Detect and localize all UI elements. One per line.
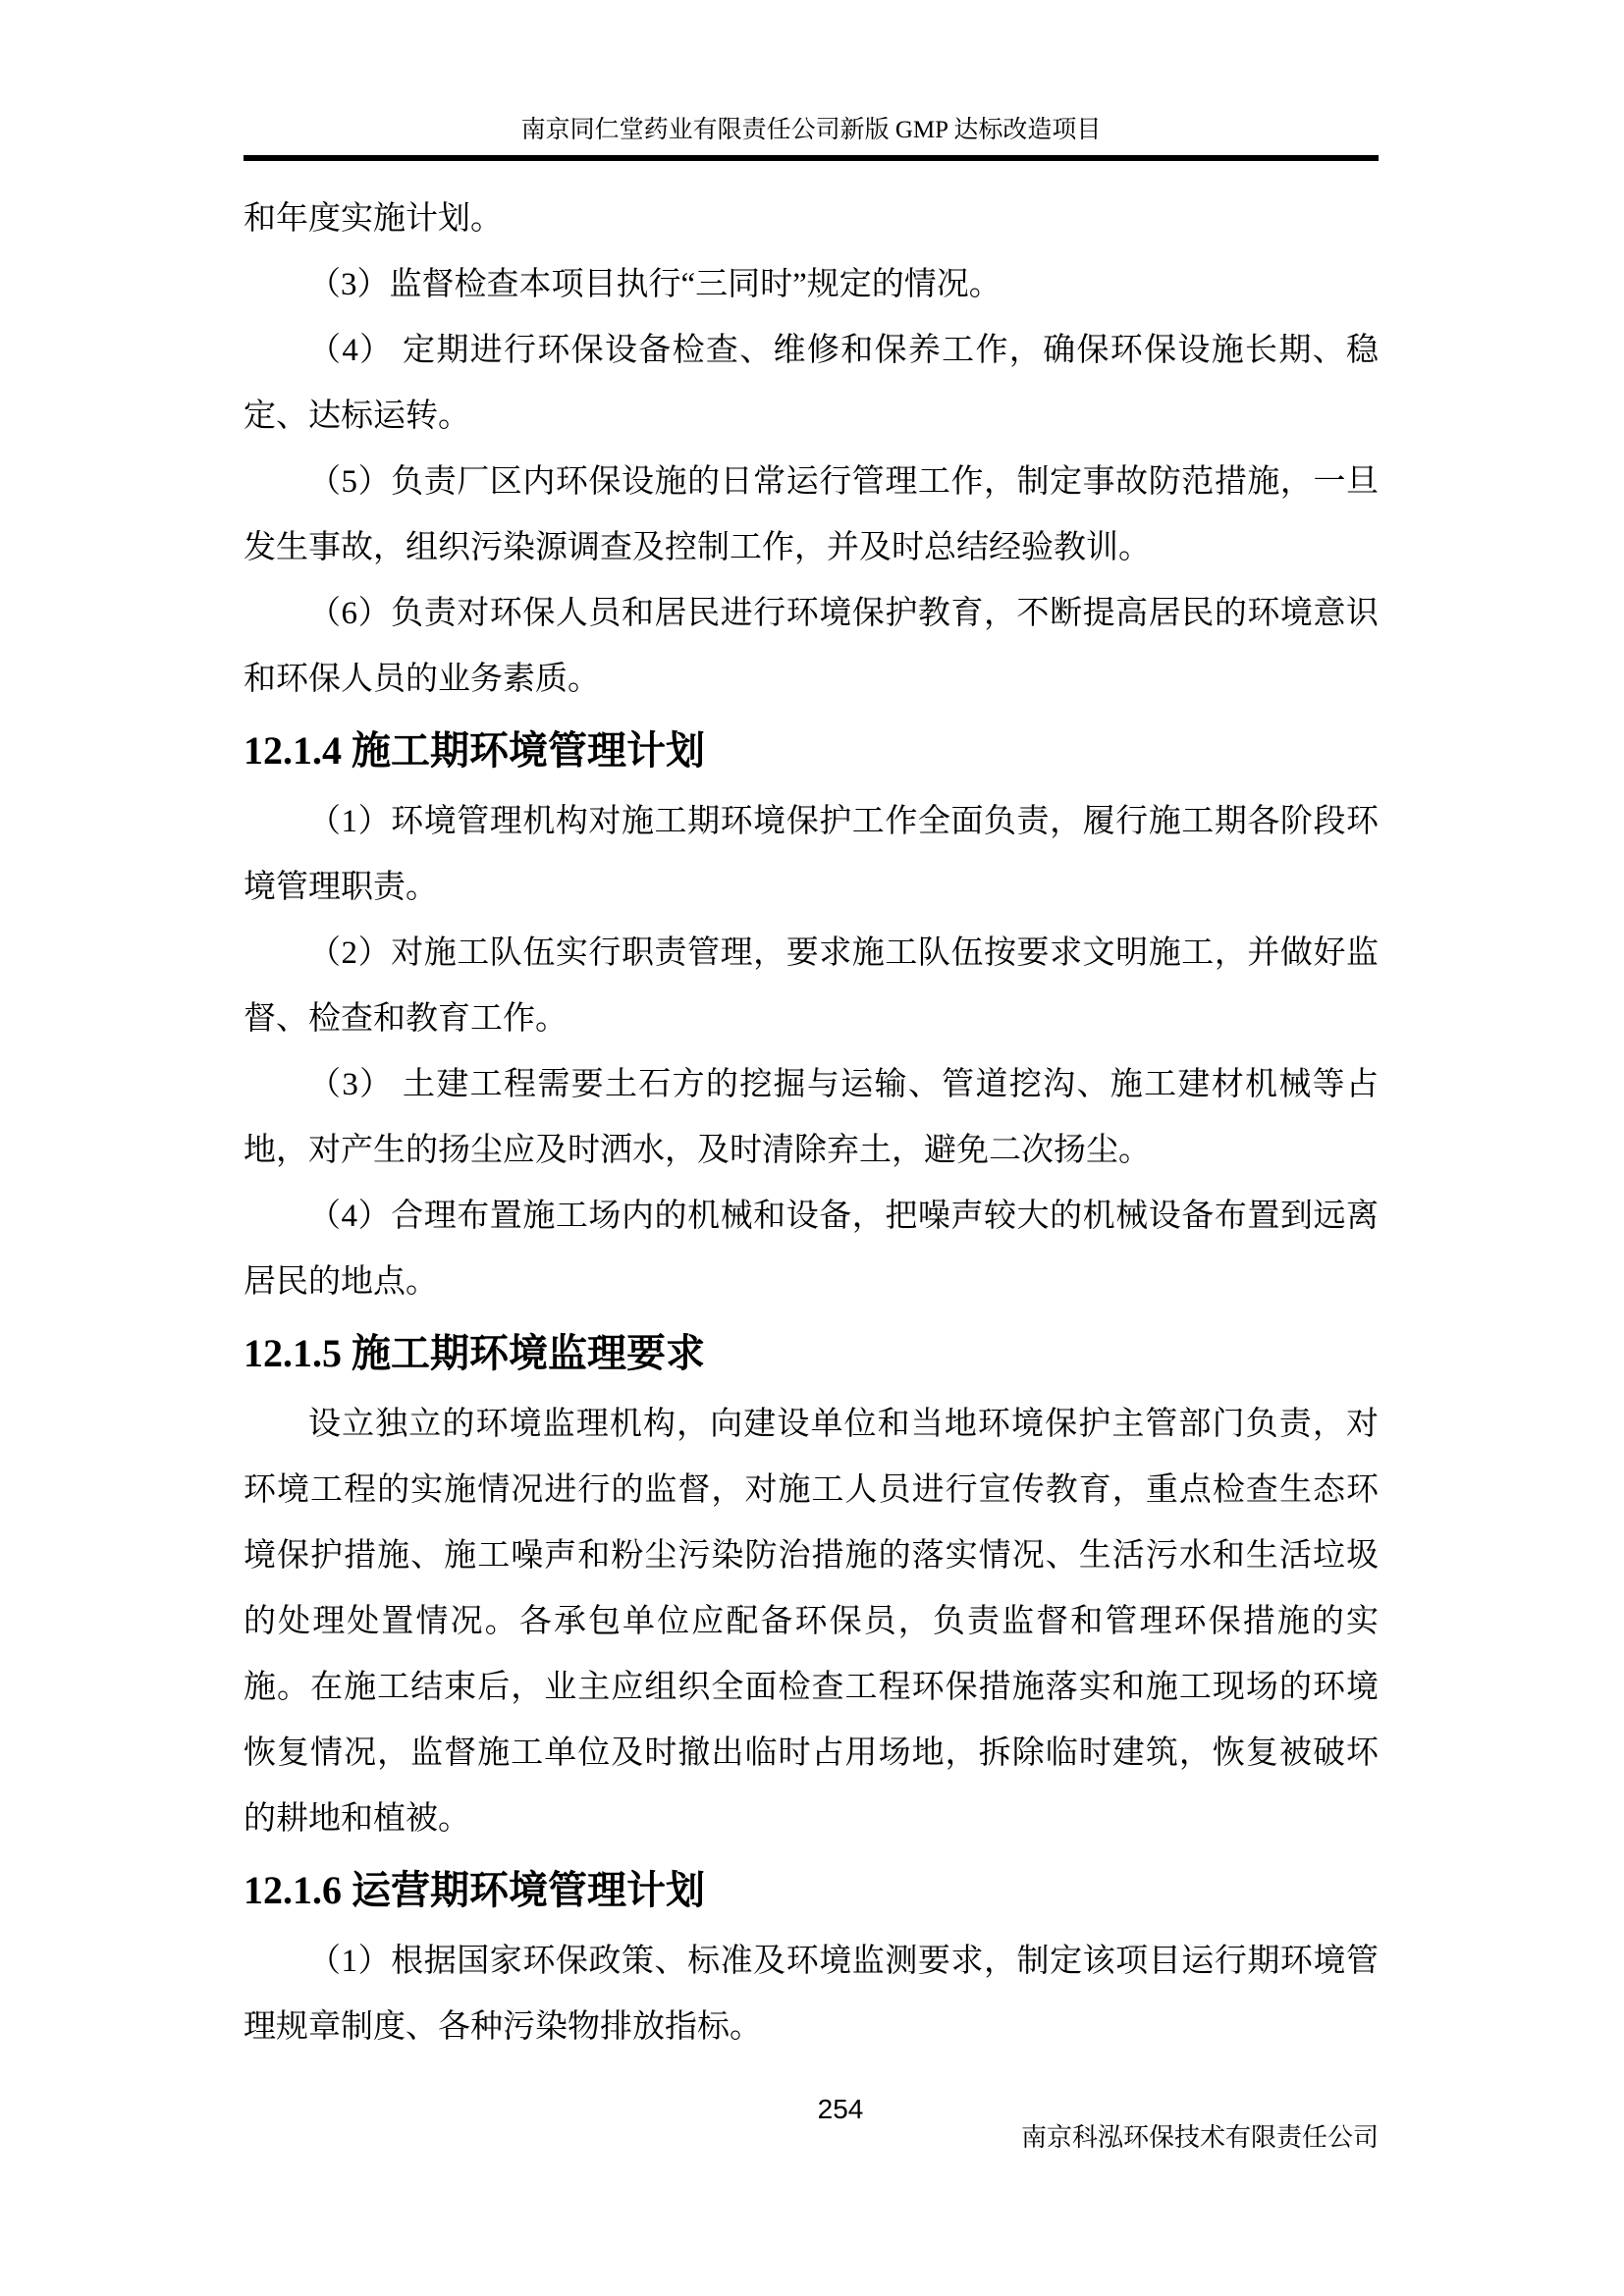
- text-line: 定、达标运转。: [244, 399, 470, 434]
- header-title: 南京同仁堂药业有限责任公司新版 GMP 达标改造项目: [520, 117, 1102, 143]
- text-line: 和环保人员的业务素质。: [244, 662, 600, 697]
- text-line: 理规章制度、各种污染物排放指标。: [244, 2009, 762, 2045]
- text-line: （5）负责厂区内环保设施的日常运行管理工作，制定事故防范措施，一旦: [308, 464, 1379, 500]
- text-line: （3）监督检查本项目执行“三同时”规定的情况。: [308, 267, 1001, 302]
- section-heading: 12.1.5 施工期环境监理要求: [244, 1331, 705, 1375]
- text-line: （4） 定期进行环保设备检查、维修和保养工作，确保环保设施长期、稳: [308, 333, 1379, 368]
- document-body: [244, 187, 1379, 2060]
- text-line: （3） 土建工程需要土石方的挖掘与运输、管道挖沟、施工建材机械等占: [308, 1067, 1379, 1102]
- text-line: 恢复情况，监督施工单位及时撤出临时占用场地，拆除临时建筑，恢复被破坏: [244, 1735, 1379, 1771]
- page-header: [244, 114, 1379, 161]
- text-line: 境管理职责。: [244, 870, 438, 905]
- text-line: 地，对产生的扬尘应及时洒水，及时清除弃土，避免二次扬尘。: [244, 1133, 1151, 1168]
- text-line: 施。在施工结束后，业主应组织全面检查工程环保措施落实和施工现场的环境: [244, 1670, 1379, 1705]
- text-line: （1）根据国家环保政策、标准及环境监测要求，制定该项目运行期环境管: [308, 1944, 1379, 1979]
- text-line: （1）环境管理机构对施工期环境保护工作全面负责，履行施工期各阶段环: [308, 804, 1379, 839]
- footer-company: 南京科泓环保技术有限责任公司: [1020, 2123, 1379, 2152]
- text-line: （4）合理布置施工场内的机械和设备，把噪声较大的机械设备布置到远离: [308, 1199, 1379, 1234]
- text-line: 督、检查和教育工作。: [244, 1001, 568, 1037]
- section-heading: 12.1.6 运营期环境管理计划: [244, 1868, 705, 1912]
- section-heading: 12.1.4 施工期环境管理计划: [244, 728, 705, 773]
- text-line: （2）对施工队伍实行职责管理，要求施工队伍按要求文明施工，并做好监: [308, 935, 1379, 971]
- text-line: （6）负责对环保人员和居民进行环境保护教育，不断提高居民的环境意识: [308, 596, 1379, 631]
- text-line: 设立独立的环境监理机构，向建设单位和当地环境保护主管部门负责，对: [308, 1407, 1379, 1442]
- text-line: 的处理处置情况。各承包单位应配备环保员，负责监督和管理环保措施的实: [244, 1604, 1379, 1639]
- page-number: 254: [817, 2094, 864, 2124]
- text-line: 和年度实施计划。: [244, 201, 503, 237]
- text-line: 发生事故，组织污染源调查及控制工作，并及时总结经验教训。: [244, 530, 1151, 565]
- text-line: 环境工程的实施情况进行的监督，对施工人员进行宣传教育，重点检查生态环: [244, 1472, 1379, 1508]
- text-line: 境保护措施、施工噪声和粉尘污染防治措施的落实情况、生活污水和生活垃圾: [244, 1538, 1379, 1574]
- text-line: 居民的地点。: [244, 1264, 438, 1300]
- text-line: 的耕地和植被。: [244, 1801, 470, 1837]
